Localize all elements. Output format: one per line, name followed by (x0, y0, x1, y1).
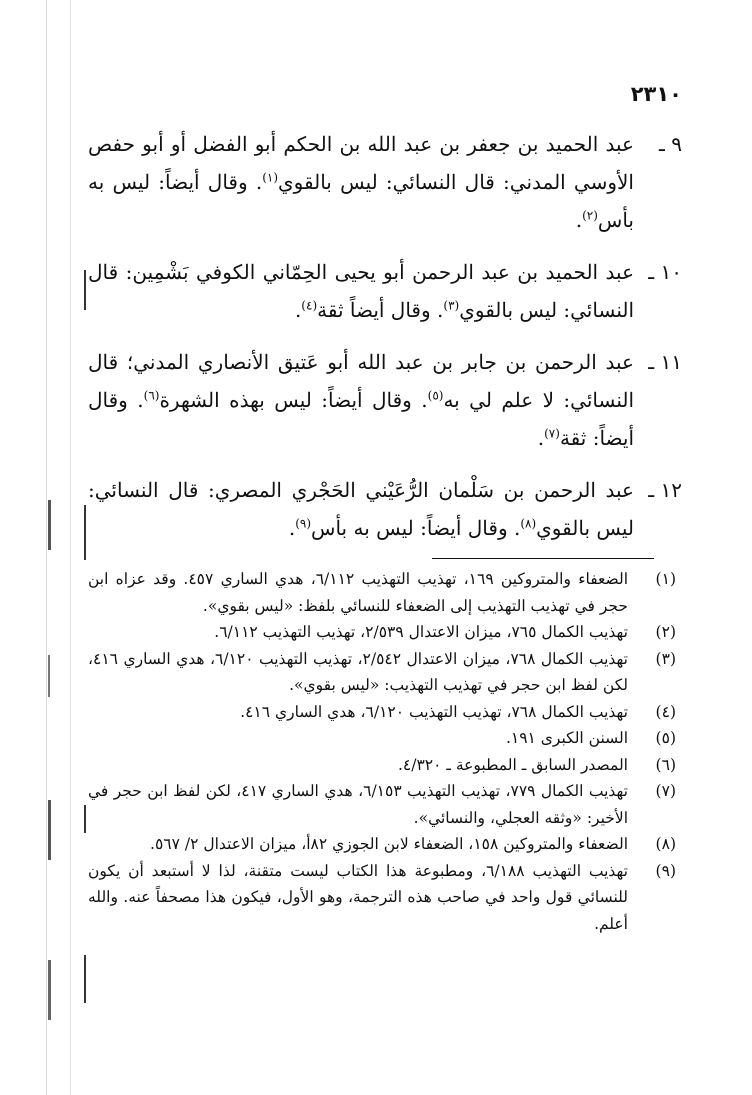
footnote-number: (٨) (655, 835, 676, 853)
footnote-number: (٥) (655, 729, 676, 747)
footnote-ref[interactable]: (٢) (582, 208, 598, 223)
scan-mark (48, 960, 51, 1020)
page-number: ٢٣١٠ (630, 82, 682, 106)
entry-text: . (575, 208, 583, 232)
footnote-number: (٢) (655, 623, 676, 641)
scan-gutter-line (46, 0, 47, 1095)
entry-text: . (537, 426, 545, 450)
footnote-text: تهذيب الكمال ٧٧٩، تهذيب التهذيب ٦/١٥٣، هدي الساري ٤١٧، لكن لفظ ابن حجر في الأخير: «وثقه العجلي، والنسائي». (88, 782, 628, 827)
entry-text: . وقال أيضاً: ليس به بأس (88, 170, 634, 232)
scan-mark (84, 805, 86, 833)
footnote-divider (432, 558, 654, 559)
entry-text: . وقال أيضاً ثقة (317, 298, 444, 322)
footnote (88, 752, 676, 779)
entry (88, 343, 682, 457)
footnote (88, 778, 676, 831)
footnote-number: (٦) (655, 755, 676, 774)
footnote-text: الضعفاء والمتروكين ١٦٩، تهذيب التهذيب ٦/١١٢، هدي الساري ٤٥٧. وقد عزاه ابن حجر في تهذيب التهذيب إلى الضعفاء للنسائي بلفظ: «ليس بقوي». (88, 570, 629, 615)
entry-number: ١١ ـ (648, 350, 682, 374)
footnote-ref[interactable]: (٩) (295, 516, 312, 531)
footnote-ref[interactable]: (٣) (443, 298, 460, 313)
footnote-text: السنن الكبرى ١٩١. (505, 729, 628, 747)
entry (88, 253, 682, 329)
entry-text: . (288, 516, 296, 540)
footnote-number: (٤) (655, 702, 676, 721)
footnote-ref[interactable]: (٧) (544, 426, 560, 441)
footnote-text: الضعفاء والمتروكين ١٥٨، الضعفاء لابن الجوزي ٨٢أ، ميزان الاعتدال ٢/ ٥٦٧. (150, 835, 628, 853)
footnote-number: (٩) (655, 861, 676, 880)
footnote-text: المصدر السابق ـ المطبوعة ـ ٤/٣٢٠. (397, 755, 628, 774)
scan-mark (84, 955, 86, 1003)
footnote (88, 725, 676, 752)
scan-mark (84, 270, 86, 310)
entry-text: . وقال أيضاً: ليس بهذه الشهرة (159, 388, 428, 412)
scan-mark (48, 800, 51, 860)
footnote-ref[interactable]: (٤) (301, 298, 318, 313)
scan-mark (84, 505, 86, 560)
footnote-ref[interactable]: (١) (262, 170, 279, 185)
footnote (88, 619, 676, 646)
footnote (88, 566, 676, 619)
entry-text: . (294, 298, 302, 322)
footnote-number: (٧) (655, 782, 676, 800)
footnote-ref[interactable]: (٦) (143, 388, 160, 403)
entry (88, 471, 682, 547)
scan-mark (48, 655, 50, 697)
footnote-number: (١) (655, 570, 676, 588)
entry-text: عبد الرحمن بن جابر بن عبد الله أبو عَتيق الأنصاري المدني؛ قال النسائي: لا علم لي به (88, 350, 635, 412)
footnote-text: تهذيب التهذيب ٦/١٨٨، ومطبوعة هذا الكتاب ليست متقنة، لذا لا أستبعد أن يكون للنسائي قول واحد في صاحب هذه الترجمة، وهو الأول، فيكون هذا مصحفاً عنه. والله أعلم. (88, 861, 628, 933)
footnote-text: تهذيب الكمال ٧٦٨، ميزان الاعتدال ٢/٥٤٢، تهذيب التهذيب ٦/١٢٠، هدي الساري ٤١٦، لكن لفظ ابن حجر في تهذيب التهذيب: «ليس بقوي». (88, 649, 628, 694)
footnote-text: تهذيب الكمال ٧٦٨، تهذيب التهذيب ٦/١٢٠، هدي الساري ٤١٦. (240, 702, 628, 721)
entry-text: عبد الحميد بن جعفر بن عبد الله بن الحكم أبو الفضل أو أبو حفص الأوسي المدني: قال النسائي: ليس بالقوي (88, 132, 634, 194)
entry-number: ٩ ـ (659, 132, 682, 156)
footnote (88, 699, 676, 726)
entry-text: . وقال أيضاً: ليس به بأس (311, 516, 521, 540)
scan-mark (48, 500, 51, 550)
entry-number: ١٢ ـ (648, 478, 682, 502)
footnote (88, 646, 676, 699)
footnote (88, 831, 676, 858)
footnotes (88, 566, 676, 937)
footnote (88, 858, 676, 938)
main-text (88, 125, 682, 561)
entry-number: ١٠ ـ (648, 260, 682, 284)
footnote-text: تهذيب الكمال ٧٦٥، ميزان الاعتدال ٢/٥٣٩، تهذيب التهذيب ٦/١١٢. (214, 623, 628, 641)
footnote-ref[interactable]: (٨) (520, 516, 537, 531)
entry-text: . وقال أيضاً: ثقة (88, 388, 634, 450)
entry-text: عبد الرحمن بن سَلْمان الرُّعَيْني الحَجْري المصري: قال النسائي: ليس بالقوي (88, 478, 634, 540)
scan-gutter-line (70, 0, 71, 1095)
footnote-ref[interactable]: (٥) (427, 388, 444, 403)
entry (88, 125, 682, 239)
entry-text: عبد الحميد بن عبد الرحمن أبو يحيى الحِمّاني الكوفي بَشْمِين: قال النسائي: ليس بالقوي (88, 260, 634, 322)
footnote-number: (٣) (655, 649, 676, 668)
